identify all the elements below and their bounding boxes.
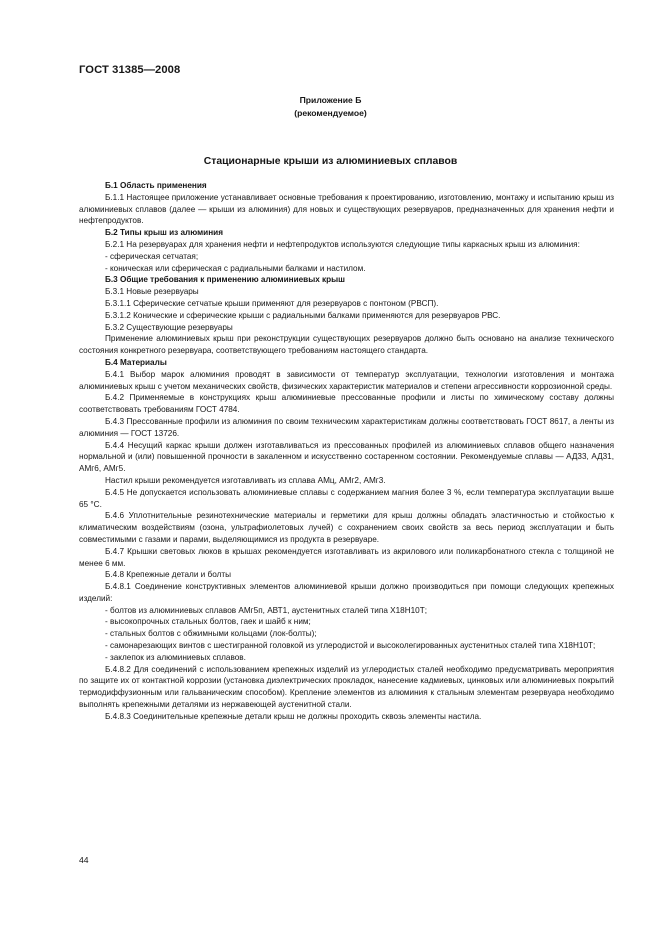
paragraph: Б.2.1 На резервуарах для хранения нефти и нефтепродуктов используются следующие типы каркасных крыш из алюминия:	[105, 239, 580, 249]
list-item: - болтов из алюминиевых сплавов АМг5п, АВТ1, аустенитных сталей типа Х18Н10Т;	[105, 605, 428, 615]
paragraph: Б.4.1 Выбор марок алюминия проводят в зависимости от температур эксплуатации, технологии изготовления и монтажа алюминиевых крыш с учетом механических свойств, физических характеристик материалов и степени агрессивности коррозионной среды.	[79, 369, 614, 391]
list-item: - сферическая сетчатая;	[105, 251, 199, 261]
document-body	[79, 180, 614, 723]
paragraph: Б.4.2 Применяемые в конструкциях крыш алюминиевые прессованные профили и листы по химическому составу должны соответствовать требованиям ГОСТ 4784.	[79, 393, 614, 415]
section-heading: Б.2 Типы крыш из алюминия	[105, 228, 223, 238]
page-title: Стационарные крыши из алюминиевых сплавов	[203, 156, 458, 167]
paragraph: Настил крыши рекомендуется изготавливать из сплава АМц, АМг2, АМг3.	[105, 475, 386, 485]
appendix-type: (рекомендуемое)	[294, 108, 367, 118]
section-heading: Б.1 Область применения	[105, 181, 207, 190]
paragraph: Б.4.8.3 Соединительные крепежные детали крыш не должны проходить сквозь элементы настила.	[105, 711, 482, 721]
paragraph: Б.4.5 Не допускается использовать алюминиевые сплавы с содержанием магния более 3 %, если температура эксплуатации выше 65 °С.	[79, 487, 614, 509]
page-number: 44	[79, 855, 89, 865]
section-heading: Б.3 Общие требования к применению алюминиевых крыш	[105, 275, 345, 285]
subsection-heading: Б.3.1 Новые резервуары	[105, 287, 199, 297]
paragraph: Б.1.1 Настоящее приложение устанавливает основные требования к проектированию, изготовлению, монтажу и испытанию крыш из алюминиевых сплавов (далее — крыши из алюминия) для новых и существующих резервуаров, предназначенных для хранения нефти и нефтепродуктов.	[79, 192, 614, 226]
paragraph: Б.3.1.2 Конические и сферические крыши с радиальными балками применяются для резервуаров РВС.	[105, 310, 501, 320]
subsection-heading: Б.4.8 Крепежные детали и болты	[105, 570, 232, 580]
list-item: - самонарезающих винтов с шестигранной головкой из углеродистой и высоколегированных аустенитных сталей типа Х18Н10Т;	[105, 641, 596, 651]
section-heading: Б.4 Материалы	[105, 357, 167, 367]
subsection-heading: Б.3.2 Существующие резервуары	[105, 322, 233, 332]
paragraph: Применение алюминиевых крыш при реконструкции существующих резервуаров должно быть основано на анализе технического состояния конкретного резервуара, соответствующего требованиям настоящего стандарта.	[79, 334, 614, 356]
list-item: - высокопрочных стальных болтов, гаек и шайб к ним;	[105, 617, 311, 627]
list-item: - заклепок из алюминиевых сплавов.	[105, 652, 246, 662]
paragraph: Б.4.4 Несущий каркас крыши должен изготавливаться из прессованных профилей из алюминиевых сплавов общего назначения нормальной и (или) повышенной прочности в закаленном и искусственно состаренном состоянии. Рекомендуемые сплавы — АД33, АД31, АМг6, АМг5.	[79, 440, 614, 474]
list-item: - коническая или сферическая с радиальными балками и настилом.	[105, 263, 366, 273]
paragraph: Б.4.8.2 Для соединений с использованием крепежных изделий из углеродистых сталей необходимо предусматривать мероприятия по защите их от контактной коррозии (установка диэлектрических прокладок, нанесение кадмиевых, цинковых или алюминиевых покрытий термодиффузионным или гальваническим способом). Крепление элементов из алюминия к стальным элементам резервуара необходимо выполнять крепежными деталями из нержавеющей аустенитной стали.	[79, 664, 614, 710]
list-item: - стальных болтов с обжимными кольцами (лок-болты);	[105, 629, 317, 639]
paragraph: Б.4.7 Крышки световых люков в крышах рекомендуется изготавливать из акрилового или поликарбонатного стекла с толщиной не менее 6 мм.	[79, 546, 614, 568]
paragraph: Б.4.3 Прессованные профили из алюминия по своим техническим характеристикам должны соответствовать ГОСТ 8617, а ленты из алюминия — ГОСТ 13726.	[79, 416, 614, 438]
paragraph: Б.4.8.1 Соединение конструктивных элементов алюминиевой крыши должно производиться при помощи следующих крепежных изделий:	[79, 582, 614, 603]
paragraph: Б.3.1.1 Сферические сетчатые крыши применяют для резервуаров с понтоном (РВСП).	[105, 298, 439, 308]
appendix-label: Приложение Б	[299, 95, 362, 105]
standard-designation: ГОСТ 31385—2008	[79, 64, 181, 76]
paragraph: Б.4.6 Уплотнительные резинотехнические материалы и герметики для крыш должны обладать эластичностью и стойкостью к климатическим воздействиям (озона, ультрафиолетовых лучей) с сохранением своих свойств за весь период эксплуатации и быть совместимыми с газами и парами, выделяющимися из продукта в резервуаре.	[79, 511, 614, 544]
